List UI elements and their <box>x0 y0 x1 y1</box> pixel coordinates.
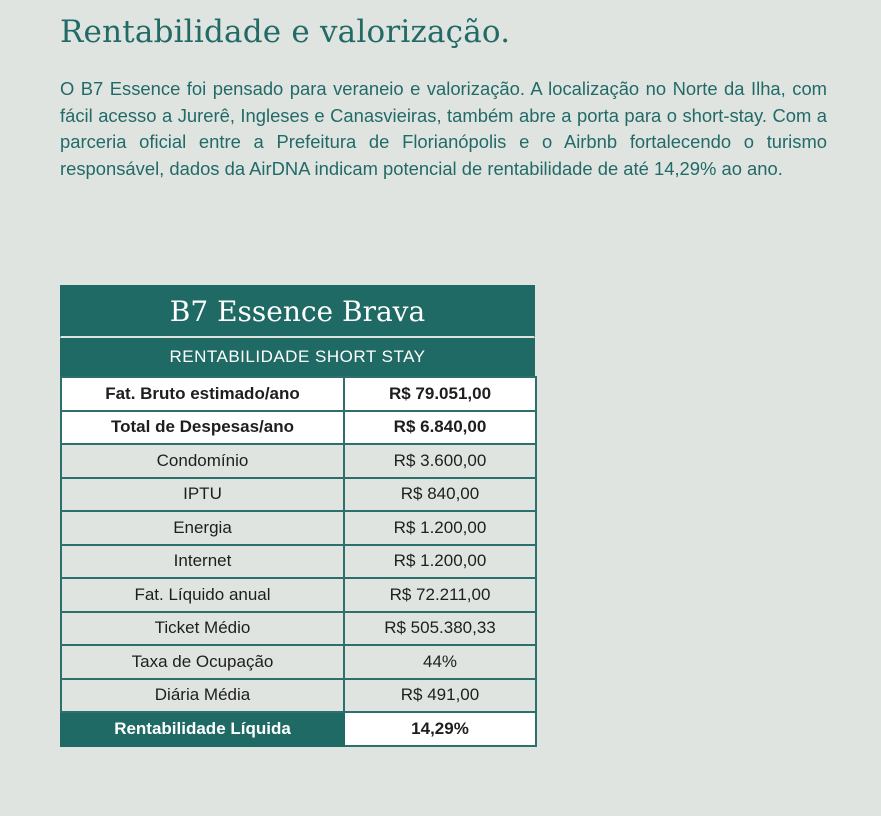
table-row <box>61 478 536 512</box>
row-label: Total de Despesas/ano <box>61 411 344 445</box>
table-row <box>61 612 536 646</box>
row-label: Ticket Médio <box>61 612 344 646</box>
row-value: R$ 79.051,00 <box>344 377 536 411</box>
row-value: R$ 491,00 <box>344 679 536 713</box>
table-row <box>61 377 536 411</box>
table-row <box>61 645 536 679</box>
row-value: R$ 72.211,00 <box>344 578 536 612</box>
row-value: R$ 1.200,00 <box>344 545 536 579</box>
rentability-table <box>60 285 535 747</box>
total-value: 14,29% <box>344 712 536 746</box>
row-value: 44% <box>344 645 536 679</box>
row-value: R$ 505.380,33 <box>344 612 536 646</box>
table-row <box>61 411 536 445</box>
page-title: Rentabilidade e valorização. <box>60 14 511 50</box>
row-value: R$ 3.600,00 <box>344 444 536 478</box>
intro-paragraph: O B7 Essence foi pensado para veraneio e valorização. A localização no Norte da Ilha, com fácil acesso a Jurerê, Ingleses e Canasvieiras, também abre a porta para o short-stay. Com a parceria oficial entre a Prefeitura de Florianópolis e o Airbnb fortalecendo o turismo responsável, dados da AirDNA indicam potencial de rentabilidade de até 14,29% ao ano. <box>60 78 827 179</box>
table-row <box>61 511 536 545</box>
row-label: Taxa de Ocupação <box>61 645 344 679</box>
table-row <box>61 545 536 579</box>
row-label: Condomínio <box>61 444 344 478</box>
rentability-data-table <box>60 376 537 747</box>
table-row <box>61 679 536 713</box>
table-title: B7 Essence Brava <box>60 285 535 338</box>
row-label: Internet <box>61 545 344 579</box>
table-row <box>61 578 536 612</box>
row-label: Fat. Líquido anual <box>61 578 344 612</box>
row-label: IPTU <box>61 478 344 512</box>
row-label: Fat. Bruto estimado/ano <box>61 377 344 411</box>
row-value: R$ 6.840,00 <box>344 411 536 445</box>
table-row <box>61 444 536 478</box>
row-label: Diária Média <box>61 679 344 713</box>
total-label: Rentabilidade Líquida <box>61 712 344 746</box>
row-label: Energia <box>61 511 344 545</box>
table-subtitle: RENTABILIDADE SHORT STAY <box>60 338 535 376</box>
row-value: R$ 840,00 <box>344 478 536 512</box>
row-value: R$ 1.200,00 <box>344 511 536 545</box>
total-row <box>61 712 536 746</box>
